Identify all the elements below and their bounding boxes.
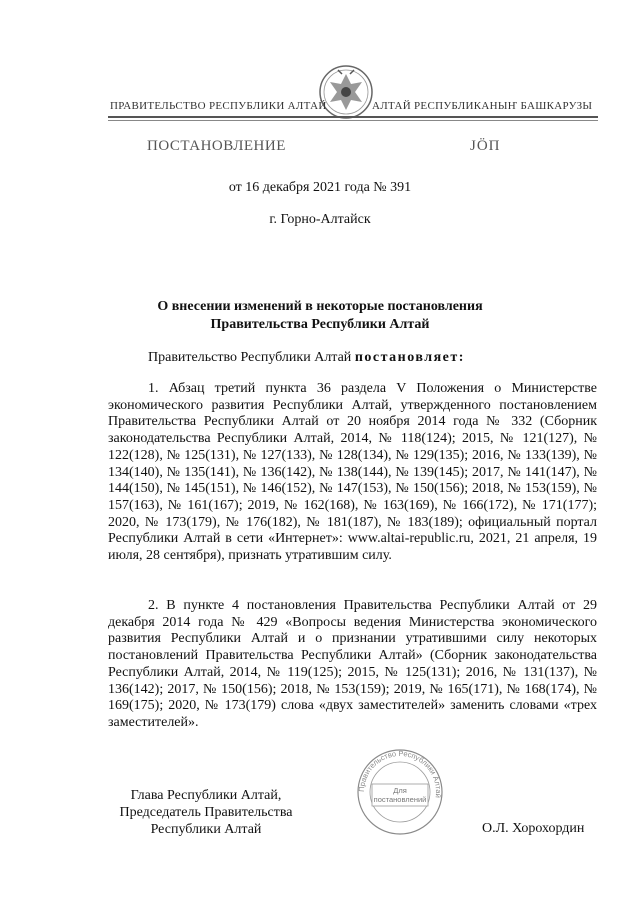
preamble-emphasis: постановляет: [354, 350, 465, 365]
header-org-name-alt: АЛТАЙ РЕСПУБЛИКАНЫҤ БАШКАРУЗЫ [372, 100, 593, 112]
paragraph-2: 2. В пункте 4 постановления Правительства Республики Алтай от 29 декабря 2014 года № 429 «Вопросы ведения Министерства экономического развития Республики Алтай и о признании утратившими силу некоторых постановлений Правительства Республики Алтай» (Сборник законодательства Республики Алтай, 2014, № 119(125); 2015, № 125(131); 2016, № 131(137), № 136(142); 2017, № 150(156); 2018, № 153(159); 2019, № 165(171), № 168(174), № 169(175); 2020, № 173(179) слова «двух заместителей» заменить словами «трех заместителей». [108, 598, 597, 730]
stamp-center-line-1: Для [393, 786, 407, 795]
city-line: г. Горно-Алтайск [269, 212, 371, 227]
date-number-line: от 16 декабря 2021 года № 391 [228, 180, 412, 195]
signature-line-1: Глава Республики Алтай, [130, 788, 282, 803]
coat-of-arms-icon [318, 62, 374, 122]
header-divider-thin [108, 120, 598, 121]
stamp-center-line-2: постановлений [373, 795, 427, 804]
title-line-2: Правительства Республики Алтай [210, 317, 430, 332]
doc-type-ru: ПОСТАНОВЛЕНИЕ [147, 138, 286, 154]
header-org-name-ru: ПРАВИТЕЛЬСТВО РЕСПУБЛИКИ АЛТАЙ [110, 100, 327, 112]
signature-line-2: Председатель Правительства [119, 805, 293, 820]
signature-line-3: Республики Алтай [150, 822, 262, 837]
preamble [148, 350, 465, 366]
document-title [0, 298, 640, 334]
stamp-ring-text: Правительство Республики Алтай [356, 748, 444, 799]
preamble-text: Правительство Республики Алтай [148, 350, 355, 365]
title-line-1: О внесении изменений в некоторые постановления [157, 299, 483, 314]
doc-type-alt: ЈӦП [470, 138, 501, 154]
paragraph-1: 1. Абзац третий пункта 36 раздела V Положения о Министерстве экономического развития Республики Алтай, утвержденного постановлением Правительства Республики Алтай от 20 ноября 2014 года № 332 (Сборник законодательства Республики Алтай, 2014, № 118(124); 2015, № 121(127), № 122(128), № 125(131), № 127(133), № 128(134), № 129(135); 2016, № 133(139), № 134(140), № 135(141), № 136(142), № 138(144), № 139(145); 2017, № 141(147), № 144(150), № 145(151), № 146(152), № 147(153), № 150(156); 2018, № 153(159), № 157(163), № 161(167); 2019, № 162(168), № 163(169), № 166(172), № 171(177); 2020, № 173(179), № 176(182), № 181(187), № 183(189); официальный портал Республики Алтай в сети «Интернет»: www.altai-republic.ru, 2021, 21 апреля, 19 июля, 28 сентября), признать утратившим силу. [108, 381, 597, 564]
signature-block [108, 787, 304, 838]
header-divider [108, 116, 598, 118]
official-stamp [356, 748, 444, 836]
signatory-name: О.Л. Хорохордин [482, 821, 585, 836]
